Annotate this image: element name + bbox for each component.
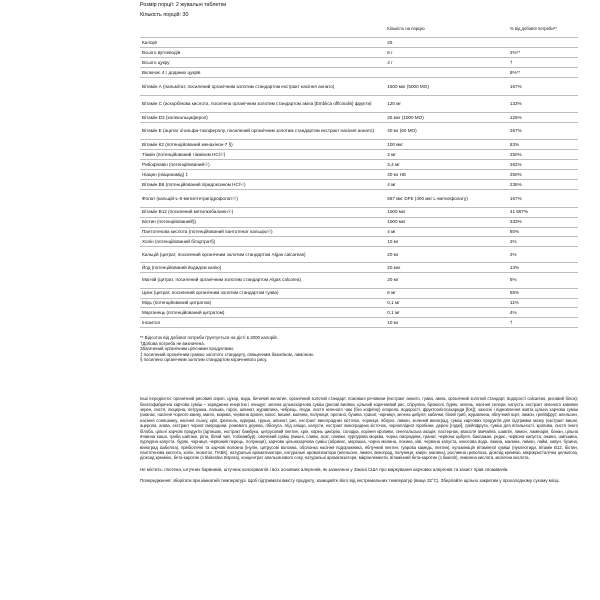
cell-dv: 133% bbox=[508, 95, 578, 112]
cell-dv bbox=[508, 38, 578, 48]
table-row bbox=[140, 237, 578, 247]
header-name bbox=[140, 20, 385, 38]
cell-amount: 3,4 мг bbox=[385, 160, 508, 170]
cell-amount: 120 мг bbox=[385, 95, 508, 112]
cell-amount: 6 г bbox=[385, 48, 508, 58]
cell-dv: 250% bbox=[508, 170, 578, 180]
cell-amount: 10 мг bbox=[385, 237, 508, 247]
cell-dv: † bbox=[508, 58, 578, 68]
footnotes bbox=[140, 335, 578, 362]
table-row bbox=[140, 180, 578, 190]
cell-dv: 41 667% bbox=[508, 207, 578, 217]
cell-amount: 667 мкг DFE (400 мкг L-метилфолату) bbox=[385, 190, 508, 207]
footnote: § посилено органічним золотим стандартом коричневого рису. bbox=[140, 357, 268, 363]
cell-dv: 80% bbox=[508, 227, 578, 237]
cell-name: Вітамін В6 (потенційований піридоксином HCl☉) bbox=[140, 180, 385, 190]
footnote: †Добова потреба не визначена. bbox=[140, 340, 205, 346]
cell-name: Вітамін В12 (посилений метилкобаланін☉) bbox=[140, 207, 385, 217]
table-row bbox=[140, 95, 578, 112]
cell-amount: 100 мкг bbox=[385, 140, 508, 150]
cell-name: Рибофлавін (потенційований☉) bbox=[140, 160, 385, 170]
cell-dv: 2% bbox=[508, 247, 578, 263]
table-row bbox=[140, 263, 578, 273]
table-row bbox=[140, 288, 578, 298]
table-row bbox=[140, 68, 578, 78]
table-header-row bbox=[140, 20, 578, 38]
table-row bbox=[140, 298, 578, 308]
footnote: Збагачений органічним цілісними продуктами. bbox=[140, 346, 235, 352]
cell-name: Інозитол bbox=[140, 318, 385, 328]
cell-dv: 55% bbox=[508, 288, 578, 298]
cell-name: Фолат (кальцій-L-5-метилтетрагідрофолат☉) bbox=[140, 190, 385, 207]
cell-amount: 1000 мкг bbox=[385, 217, 508, 227]
cell-dv: 250% bbox=[508, 150, 578, 160]
table-row bbox=[140, 227, 578, 237]
cell-dv: 2%** bbox=[508, 48, 578, 58]
cell-name: Вітамін К2 (потенційований менахінон-7 §) bbox=[140, 140, 385, 150]
table-row bbox=[140, 247, 578, 263]
cell-amount: 4 мг bbox=[385, 180, 508, 190]
cell-amount: 1500 мкг (5000 МО) bbox=[385, 78, 508, 95]
storage-warning: Попередження: зберігати при кімнатній температурі. Щоб підтримати вмісту продукту, захищайте його від екстремальних температур (вище 32°C). Зберігайте щільно закритим у прохолодному сухому місці. bbox=[140, 478, 560, 484]
cell-name: Мідь (потенційований цитратом) bbox=[140, 298, 385, 308]
cell-amount: 3 мг bbox=[385, 150, 508, 160]
cell-amount: 6 мг bbox=[385, 288, 508, 298]
cell-name: Йод (потенційований йодидом калію) bbox=[140, 263, 385, 273]
ingredients-text: Інші інгредієнти: органічний рисовий сироп, цукор, вода, бичачий желатин, органічний золотий стандарт, пожовані речовини (екстракт аннато, гуава, амла, органічний золотий стандарт, водорості calcareas, рисовий білок); багатофабрична харчова суміш – заряджена енергією і очищує: зелена цільнохарчова суміш (рисові висівки, цільний коричневий рис, спіруліна, брокколі, буряк, зелень, насіння селери, капуста, екстракт зеленого кавових зерен, листя, люцерна, петрушка, пальма, горох, шпинат, журавлина, чебрець, ягоди, листя зеленого чаю (без кофеїну) хлорела, водорості, фруктоолігосахариди [fos]); захисні і відновлення жовта цільна харчова суміш (ананас, насіння чорного кмину, манго, морква, червона аронія, кокос, вишня, малина, полуниця, орегано, бузина, гранат, чорниця, зелена цибуля, кабачки, білий гриб, журавлина, яблучний оцет, лимон, грейпфрут, апельсин, насіння соняшнику, насіння льону, кріп, фенхель, куркума, груша, шпинат, рис, екстракт виноградних кісточок, чорниця, яблуко, лимон, зелений виноград, суміш харчових продуктів для підтримки мозку (екстракт вишні, ацерола, агава, екстракт чорної смородини, рожевого дерева, гібіскуса, ягід аліщю, капусти, екстракт виноградних кісточок, чорноплідної горобини, дерезі [годжі], грейпфрута, суміш для вітальності, кропива, листя гінкго білоба, цільні харчові продукти (артишок, екстракт бамбука, цитрусовий пектин, хрін, корінь цикорію, солодка, коріння кропиви, сенегальська акація, пастернак, квасоля звичайна, шавлія, лимон, ламінарія, банан, цільна ячмінна каша, гриби шиітаке, ріпа, білий чай, топінамбур), овочевий суміш (вишні, сливи, асаї, оливки, пурпурова морква, чорна смородина, гранат, червона цибуля, баклажан, редис, червона капуста, ожина, шипшина, пурпурна капуста, буряк, чорниця, червоний перець, полуниця), харчова цільнохарчова суміш (абрикос, морошка, чорна малина, лохина, ківі, червона капуста, кокосова вода, ожина, малина, лимон, лайм, кавун, бузина, виноград ізабелла), пребіотичні та харчові волокна (інулін, цитрусові волокна, оболонка насіння подорожника, яблучний пектин, гуарова камедь, пектин), кульмінація вітамінної суміші (нуклеотиди, вітамін В12, біотин, пантотенова кислота, холін, інозитол, ПАБК), натуральні ароматизатори, натуральні ароматизатори (апельсин, лимон, виноград, полуниця, кавун, малина), рослинна целюлоза, діоксид кремнію, мікрокристалічна целюлоза, діоксид кремнію, бета-каротин (з blakeslea trispora), концентрат апельсинового соку, натуральні ароматизатори, мікроелементи, вітамінний бета-каротин (з бакелії), лимонна кислота, молочна кислота. bbox=[140, 396, 578, 461]
servings-count: Кількість порцій: 30 bbox=[140, 12, 189, 18]
cell-dv: 2% bbox=[508, 237, 578, 247]
cell-dv: 235% bbox=[508, 180, 578, 190]
table-row bbox=[140, 160, 578, 170]
cell-name: Калорії bbox=[140, 38, 385, 48]
table-row bbox=[140, 207, 578, 217]
cell-name: Вітамін А (пальмітат, посилений органічним золотим стандартом екстракт насіння аннато) bbox=[140, 78, 385, 95]
cell-amount: 4 мг bbox=[385, 227, 508, 237]
cell-dv: 11% bbox=[508, 298, 578, 308]
cell-amount: 20 мг bbox=[385, 247, 508, 263]
table-row bbox=[140, 190, 578, 207]
allergen-statement: Не містить: глютена, штучних барвників, штучних консервантів і всіх основних алергенів, як зазначено у Законі США про маркування харчових алергенів та захист прав споживачів. bbox=[140, 466, 509, 472]
cell-name: Вітамін Е (ацетат d-альфа-токоферолу, посилений органічним золотим стандартом екстракт насіння аннато) bbox=[140, 122, 385, 139]
cell-name: Холін (потенційований бітартрат§) bbox=[140, 237, 385, 247]
cell-dv: 4% bbox=[508, 308, 578, 318]
cell-amount: 10 мг bbox=[385, 318, 508, 328]
cell-amount: 4 г bbox=[385, 58, 508, 68]
cell-amount bbox=[385, 68, 508, 78]
footnote: ** Відсоток від добової потреби ґрунтується на дієті в 2000 калорій. bbox=[140, 335, 278, 341]
cell-name: Вітамін D3 (холекальциферол) bbox=[140, 113, 385, 123]
cell-amount: 40 мг НЕ bbox=[385, 170, 508, 180]
table-row bbox=[140, 217, 578, 227]
cell-dv: 125% bbox=[508, 113, 578, 123]
cell-dv: 167% bbox=[508, 78, 578, 95]
cell-amount: 25 мкг (1000 МО) bbox=[385, 113, 508, 123]
cell-dv: 167% bbox=[508, 190, 578, 207]
cell-dv: 83% bbox=[508, 140, 578, 150]
cell-name: Ніацин (ніацинамід) ‡ bbox=[140, 170, 385, 180]
table-row bbox=[140, 113, 578, 123]
footnote: ‡ посилений органічним гуавою золотого стандарту, священним базиліком, лимоном. bbox=[140, 351, 314, 357]
cell-dv: 5% bbox=[508, 272, 578, 288]
cell-name: Біотин (потенційований§) bbox=[140, 217, 385, 227]
table-row bbox=[140, 308, 578, 318]
cell-name: Всього цукру bbox=[140, 58, 385, 68]
table-row bbox=[140, 272, 578, 288]
table-row bbox=[140, 170, 578, 180]
cell-name: Цинк (цитрат, посилений органічним золотим стандартом гуава) bbox=[140, 288, 385, 298]
cell-dv: 267% bbox=[508, 122, 578, 139]
serving-size: Розмір порції: 2 жувальні таблетки bbox=[140, 2, 227, 8]
cell-name: Магній (цитрат, посилений органічним золотим стандартом Algas calcarea) bbox=[140, 272, 385, 288]
cell-name: Тіамін (потенційований тіаміном HCl☉) bbox=[140, 150, 385, 160]
header-amount: Кількість на порцію bbox=[385, 20, 508, 38]
table-row bbox=[140, 150, 578, 160]
header-daily-value: % від добової потреби** bbox=[508, 20, 578, 38]
cell-name: Всього вуглеводів bbox=[140, 48, 385, 58]
cell-amount: 1000 мкг bbox=[385, 207, 508, 217]
cell-amount: 40 мг (60 МО) bbox=[385, 122, 508, 139]
cell-dv: 8%** bbox=[508, 68, 578, 78]
cell-amount: 20 мкг bbox=[385, 263, 508, 273]
cell-amount: 20 мг bbox=[385, 272, 508, 288]
table-row bbox=[140, 48, 578, 58]
cell-dv: 333% bbox=[508, 217, 578, 227]
table-row bbox=[140, 38, 578, 48]
cell-amount: 25 bbox=[385, 38, 508, 48]
cell-dv: † bbox=[508, 318, 578, 328]
cell-name: Марганець (потенційований цитратом) bbox=[140, 308, 385, 318]
cell-name: Пантотенова кислота (потенційований пантотенат кальцію☉) bbox=[140, 227, 385, 237]
table-row bbox=[140, 140, 578, 150]
serving-info bbox=[140, 0, 578, 20]
cell-dv: 262% bbox=[508, 160, 578, 170]
nutrition-table bbox=[140, 20, 578, 328]
table-row bbox=[140, 78, 578, 95]
cell-dv: 13% bbox=[508, 263, 578, 273]
cell-name: Кальцій (цитрат, посилений органічним золотим стандартом Algas calcareas) bbox=[140, 247, 385, 263]
table-row bbox=[140, 318, 578, 328]
cell-name: Вітамін С (аскорбінова кислота, посилена органічним золотим стандартом амла [Emblica officinalis] фрукти) bbox=[140, 95, 385, 112]
table-row bbox=[140, 122, 578, 139]
cell-amount: 0,1 мг bbox=[385, 298, 508, 308]
table-row bbox=[140, 58, 578, 68]
cell-name: Включає 4 г доданих цукрів bbox=[140, 68, 385, 78]
cell-amount: 0,1 мг bbox=[385, 308, 508, 318]
